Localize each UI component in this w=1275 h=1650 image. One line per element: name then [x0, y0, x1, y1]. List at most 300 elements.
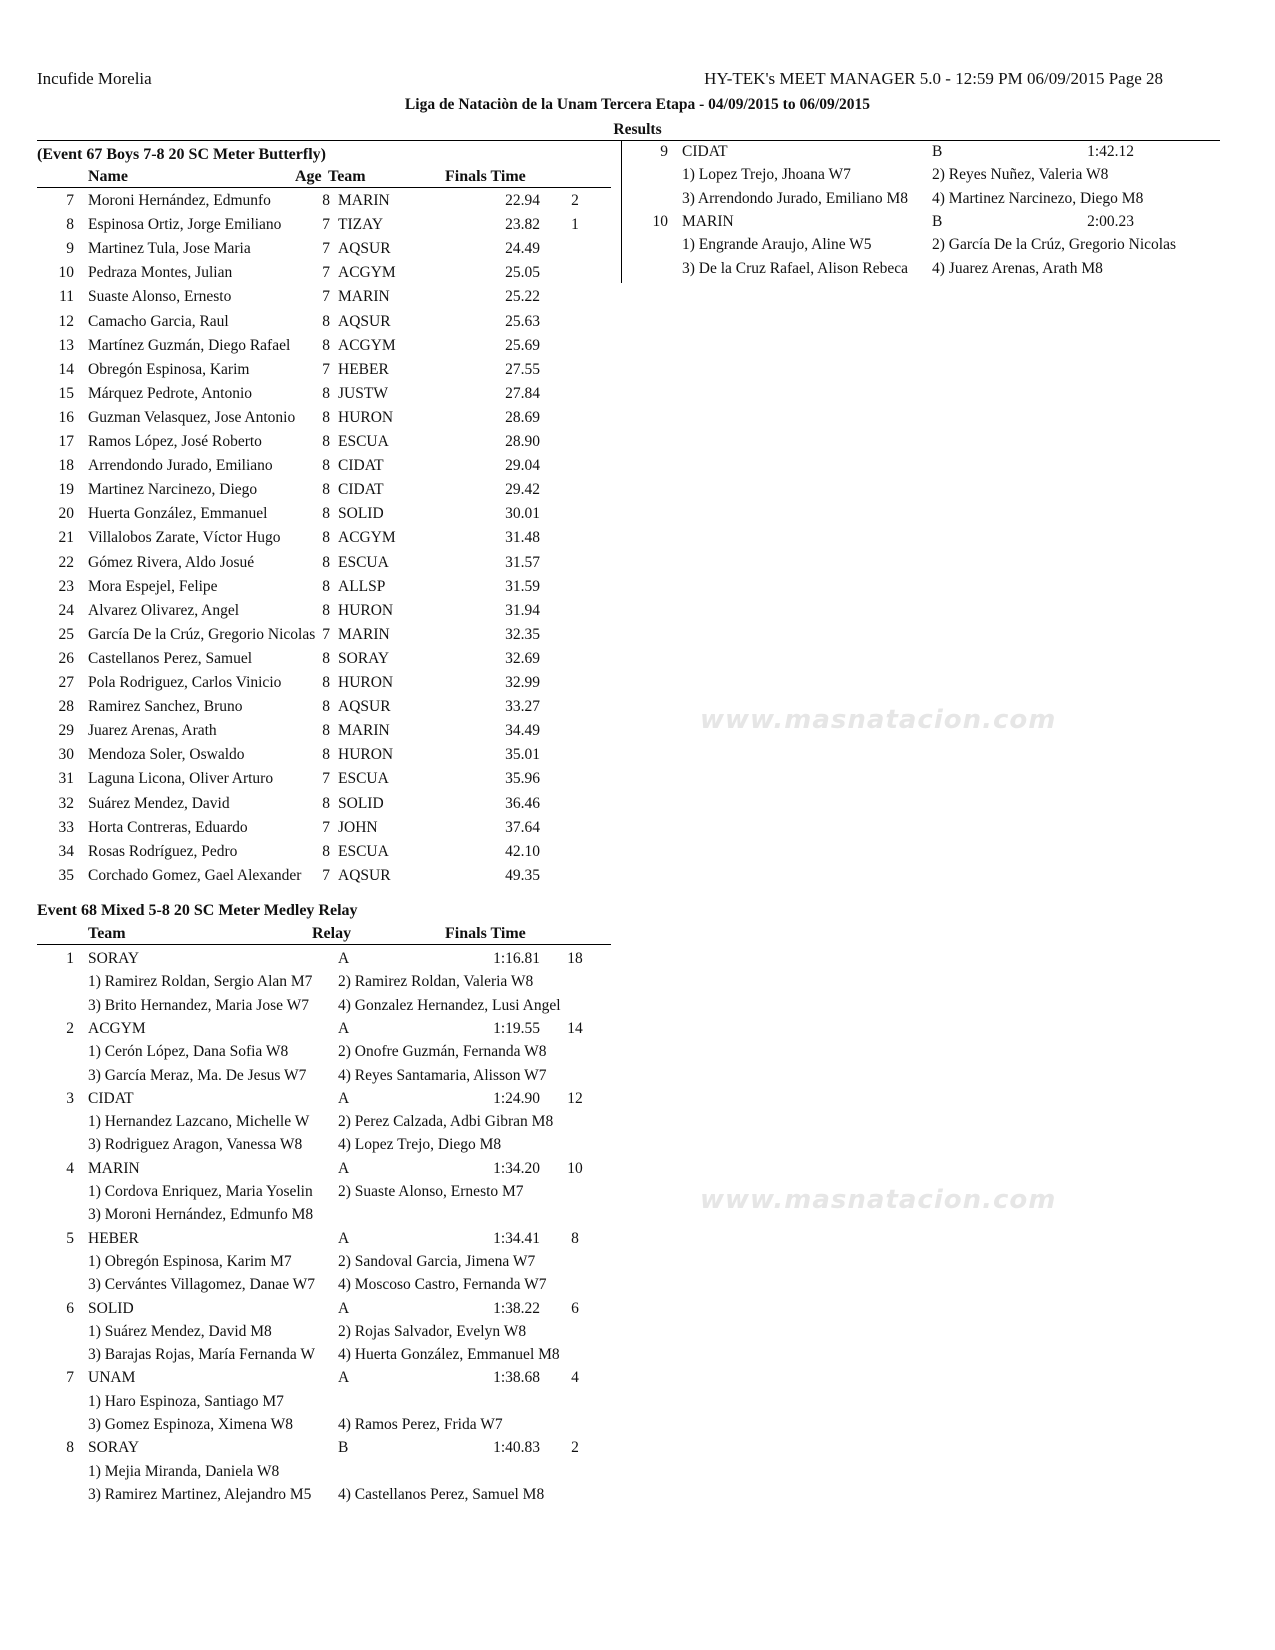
- swimmer-name: García De la Crúz, Gregorio Nicolas: [88, 625, 316, 643]
- result-row: [0, 216, 620, 239]
- age: 7: [322, 360, 330, 378]
- finals-time: 1:19.55: [493, 1019, 540, 1037]
- relay-swimmers-row: [0, 997, 620, 1020]
- relay-swimmer: 4) Lopez Trejo, Diego M8: [338, 1136, 502, 1154]
- team: ACGYM: [338, 264, 396, 282]
- relay-swimmer: 3) Ramirez Martinez, Alejandro M5: [88, 1485, 312, 1503]
- result-row: [0, 819, 620, 842]
- finals-time: 31.48: [505, 529, 540, 547]
- place: 33: [58, 818, 74, 836]
- team: SORAY: [88, 1439, 140, 1457]
- finals-time: 1:24.90: [493, 1089, 540, 1107]
- team: SORAY: [338, 649, 390, 667]
- team: CIDAT: [338, 481, 384, 499]
- swimmer-name: Obregón Espinosa, Karim: [88, 360, 250, 378]
- swimmer-name: Ramos López, José Roberto: [88, 433, 262, 450]
- finals-time: 23.82: [505, 216, 540, 234]
- place: 10: [652, 212, 668, 230]
- relay-letter: A: [338, 1019, 350, 1037]
- relay-swimmer: 2) Suaste Alonso, Ernesto M7: [338, 1183, 524, 1200]
- place: 8: [66, 1439, 74, 1457]
- swimmer-name: Laguna Licona, Oliver Arturo: [88, 770, 274, 788]
- age: 7: [322, 818, 330, 836]
- result-row: [0, 385, 620, 408]
- relay-swimmer: 1) Mejia Miranda, Daniela W8: [88, 1462, 280, 1480]
- relay-swimmers-row: [0, 1276, 620, 1299]
- swimmer-name: Rosas Rodríguez, Pedro: [88, 842, 238, 860]
- swimmer-name: Huerta González, Emmanuel: [88, 505, 268, 523]
- relay-swimmer: 2) Onofre Guzmán, Fernanda W8: [338, 1043, 547, 1061]
- relay-swimmer: 3) De la Cruz Rafael, Alison Rebeca: [682, 259, 908, 277]
- team: ACGYM: [338, 336, 396, 354]
- team: SORAY: [88, 950, 140, 967]
- team: AQSUR: [338, 698, 391, 716]
- finals-time: 1:34.20: [493, 1159, 540, 1177]
- swimmer-name: Pola Rodriguez, Carlos Vinicio: [88, 674, 282, 691]
- age: 7: [322, 264, 330, 282]
- place: 3: [66, 1089, 74, 1107]
- age: 8: [322, 649, 330, 667]
- age: 8: [322, 529, 330, 547]
- relay-team-row: [594, 143, 1214, 166]
- age: 8: [322, 312, 330, 330]
- relay-swimmer: 3) Brito Hernandez, Maria Jose W7: [88, 996, 309, 1014]
- age: 8: [322, 433, 330, 450]
- result-row: [0, 313, 620, 336]
- result-row: [0, 240, 620, 263]
- col-header-finals-time: Finals Time: [445, 925, 526, 942]
- finals-time: 1:16.81: [493, 950, 540, 967]
- age: 8: [322, 505, 330, 523]
- relay-swimmers-row: [0, 1206, 620, 1229]
- finals-time: 22.94: [505, 192, 540, 209]
- swimmer-name: Suárez Mendez, David: [88, 794, 230, 812]
- finals-time: 1:38.68: [493, 1369, 540, 1387]
- age: 8: [322, 746, 330, 764]
- result-row: [0, 554, 620, 577]
- relay-swimmer: 3) Cervántes Villagomez, Danae W7: [88, 1276, 316, 1294]
- col-header-name: Name: [88, 168, 128, 185]
- relay-letter: B: [932, 212, 943, 230]
- team: MARIN: [338, 722, 390, 740]
- swimmer-name: Arrendondo Jurado, Emiliano: [88, 457, 273, 475]
- finals-time: 35.01: [505, 746, 540, 764]
- team: AQSUR: [338, 240, 391, 258]
- place: 30: [58, 746, 74, 764]
- finals-time: 36.46: [505, 794, 540, 812]
- place: 32: [58, 794, 74, 812]
- finals-time: 31.59: [505, 577, 540, 595]
- relay-letter: A: [338, 1369, 350, 1387]
- relay-swimmer: 1) Suárez Mendez, David M8: [88, 1322, 272, 1340]
- result-row: [0, 770, 620, 793]
- relay-swimmer: 3) Moroni Hernández, Edmunfo M8: [88, 1206, 314, 1224]
- relay-swimmer: 2) Ramirez Roldan, Valeria W8: [338, 973, 534, 991]
- finals-time: 35.96: [505, 770, 540, 788]
- result-row: [0, 867, 620, 890]
- relay-swimmers-row: [0, 1067, 620, 1090]
- relay-swimmers-row: [0, 1486, 620, 1509]
- relay-team-row: [594, 213, 1214, 236]
- team: HURON: [338, 746, 394, 764]
- result-row: [0, 795, 620, 818]
- relay-swimmer: 1) Engrande Araujo, Aline W5: [682, 236, 872, 254]
- age: 8: [322, 722, 330, 740]
- relay-swimmer: 4) Gonzalez Hernandez, Lusi Angel: [338, 996, 561, 1014]
- finals-time: 25.69: [505, 336, 540, 354]
- swimmer-name: Martínez Guzmán, Diego Rafael: [88, 336, 291, 354]
- place: 1: [66, 950, 74, 967]
- relay-letter: A: [338, 1299, 350, 1317]
- col-header-relay: Relay: [312, 925, 352, 942]
- relay-team-row: [0, 950, 620, 973]
- team: ESCUA: [338, 842, 389, 860]
- place: 34: [58, 842, 74, 860]
- finals-time: 1:34.41: [493, 1229, 540, 1247]
- col-header-age: Age: [295, 168, 322, 185]
- team: JOHN: [338, 818, 378, 836]
- finals-time: 49.35: [505, 866, 540, 884]
- result-row: [0, 264, 620, 287]
- team: CIDAT: [338, 457, 384, 475]
- points: 14: [567, 1019, 583, 1037]
- team: ACGYM: [338, 529, 396, 547]
- relay-letter: A: [338, 1229, 350, 1247]
- finals-time: 42.10: [505, 842, 540, 860]
- points: 1: [571, 216, 579, 234]
- event-67-rule: [37, 187, 611, 188]
- place: 16: [58, 408, 74, 426]
- finals-time: 28.69: [505, 408, 540, 426]
- relay-swimmers-row: [0, 1463, 620, 1486]
- swimmer-name: Villalobos Zarate, Víctor Hugo: [88, 529, 281, 547]
- team: TIZAY: [338, 216, 384, 234]
- software-stamp: HY-TEK's MEET MANAGER 5.0 - 12:59 PM 06/09/2015 Page 28: [704, 69, 1163, 88]
- relay-letter: B: [932, 143, 943, 160]
- relay-swimmer: 4) Reyes Santamaria, Alisson W7: [338, 1066, 547, 1084]
- place: 2: [66, 1019, 74, 1037]
- finals-time: 25.63: [505, 312, 540, 330]
- swimmer-name: Guzman Velasquez, Jose Antonio: [88, 408, 296, 426]
- place: 28: [58, 698, 74, 716]
- swimmer-name: Juarez Arenas, Arath: [88, 722, 217, 740]
- points: 10: [567, 1159, 583, 1177]
- relay-swimmer: 4) Castellanos Perez, Samuel M8: [338, 1485, 545, 1503]
- swimmer-name: Ramirez Sanchez, Bruno: [88, 698, 243, 716]
- place: 7: [66, 192, 74, 209]
- team: HEBER: [88, 1229, 139, 1247]
- swimmer-name: Camacho Garcia, Raul: [88, 312, 229, 330]
- relay-swimmer: 2) Perez Calzada, Adbi Gibran M8: [338, 1113, 554, 1131]
- swimmer-name: Corchado Gomez, Gael Alexander: [88, 866, 302, 884]
- place: 27: [58, 674, 74, 691]
- result-row: [0, 288, 620, 311]
- team: ESCUA: [338, 770, 389, 788]
- finals-time: 2:00.23: [1087, 212, 1134, 230]
- relay-swimmer: 4) Ramos Perez, Frida W7: [338, 1416, 503, 1433]
- place: 15: [58, 384, 74, 402]
- finals-time: 27.84: [505, 384, 540, 402]
- points: 8: [571, 1229, 579, 1247]
- swimmer-name: Mendoza Soler, Oswaldo: [88, 746, 245, 764]
- age: 8: [322, 674, 330, 691]
- finals-time: 32.99: [505, 674, 540, 691]
- swimmer-name: Moroni Hernández, Edmunfo: [88, 192, 271, 209]
- relay-swimmers-row: [0, 1183, 620, 1206]
- result-row: [0, 843, 620, 866]
- finals-time: 29.42: [505, 481, 540, 499]
- team: MARIN: [338, 288, 390, 306]
- relay-swimmer: 4) Moscoso Castro, Fernanda W7: [338, 1276, 547, 1294]
- relay-letter: A: [338, 1089, 350, 1107]
- age: 8: [322, 577, 330, 595]
- age: 7: [322, 770, 330, 788]
- age: 8: [322, 794, 330, 812]
- place: 12: [58, 312, 74, 330]
- place: 10: [58, 264, 74, 282]
- relay-swimmers-row: [0, 1043, 620, 1066]
- result-row: [0, 529, 620, 552]
- relay-team-row: [0, 1369, 620, 1392]
- place: 11: [59, 288, 74, 306]
- place: 21: [58, 529, 74, 547]
- finals-time: 29.04: [505, 457, 540, 475]
- points: 12: [567, 1089, 583, 1107]
- swimmer-name: Castellanos Perez, Samuel: [88, 649, 252, 667]
- swimmer-name: Espinosa Ortiz, Jorge Emiliano: [88, 216, 282, 234]
- relay-swimmers-row: [594, 190, 1214, 213]
- place: 6: [66, 1299, 74, 1317]
- place: 22: [58, 553, 74, 571]
- place: 7: [66, 1369, 74, 1387]
- age: 8: [322, 336, 330, 354]
- relay-swimmers-row: [0, 973, 620, 996]
- relay-swimmer: 1) Cordova Enriquez, Maria Yoselin: [88, 1183, 313, 1200]
- relay-swimmer: 3) Barajas Rojas, María Fernanda W: [88, 1346, 315, 1364]
- team: MARIN: [338, 625, 390, 643]
- place: 4: [66, 1159, 74, 1177]
- team: HURON: [338, 601, 394, 619]
- place: 24: [58, 601, 74, 619]
- age: 7: [322, 240, 330, 258]
- finals-time: 34.49: [505, 722, 540, 740]
- team: HURON: [338, 408, 394, 426]
- relay-letter: A: [338, 950, 350, 967]
- points: 2: [571, 192, 579, 209]
- place: 25: [58, 625, 74, 643]
- result-row: [0, 481, 620, 504]
- place: 20: [58, 505, 74, 523]
- swimmer-name: Mora Espejel, Felipe: [88, 577, 218, 595]
- place: 5: [66, 1229, 74, 1247]
- relay-team-row: [0, 1439, 620, 1462]
- meet-title: Liga de Nataciòn de la Unam Tercera Etapa - 04/09/2015 to 06/09/2015: [404, 96, 871, 113]
- relay-swimmer: 4) Huerta González, Emmanuel M8: [338, 1346, 560, 1364]
- finals-time: 37.64: [505, 818, 540, 836]
- result-row: [0, 578, 620, 601]
- place: 29: [58, 722, 74, 740]
- result-row: [0, 192, 620, 215]
- relay-swimmer: 1) Cerón López, Dana Sofia W8: [88, 1043, 289, 1061]
- relay-swimmer: 3) Rodriguez Aragon, Vanessa W8: [88, 1136, 303, 1154]
- relay-swimmer: 3) García Meraz, Ma. De Jesus W7: [88, 1066, 307, 1084]
- event-68-title: Event 68 Mixed 5-8 20 SC Meter Medley Relay: [37, 902, 358, 919]
- age: 8: [322, 457, 330, 475]
- watermark: www.masnatacion.com: [700, 1185, 1057, 1215]
- result-row: [0, 409, 620, 432]
- age: 8: [322, 553, 330, 571]
- place: 8: [66, 216, 74, 234]
- relay-swimmers-row: [0, 1323, 620, 1346]
- team: MARIN: [338, 192, 390, 209]
- place: 9: [660, 143, 668, 160]
- col-header-team: Team: [88, 925, 126, 942]
- place: 18: [58, 457, 74, 475]
- team: AQSUR: [338, 312, 391, 330]
- place: 19: [58, 481, 74, 499]
- relay-swimmer: 4) Martinez Narcinezo, Diego M8: [932, 189, 1144, 207]
- watermark: www.masnatacion.com: [700, 705, 1057, 735]
- age: 8: [322, 408, 330, 426]
- swimmer-name: Márquez Pedrote, Antonio: [88, 384, 253, 402]
- age: 7: [322, 288, 330, 306]
- relay-swimmer: 1) Lopez Trejo, Jhoana W7: [682, 166, 851, 184]
- swimmer-name: Suaste Alonso, Ernesto: [88, 288, 232, 306]
- relay-swimmers-row: [594, 236, 1214, 259]
- team: ACGYM: [88, 1019, 146, 1037]
- team: MARIN: [682, 212, 734, 230]
- finals-time: 1:42.12: [1087, 143, 1134, 160]
- result-row: [0, 457, 620, 480]
- relay-letter: B: [338, 1439, 349, 1457]
- team: HURON: [338, 674, 394, 691]
- relay-swimmers-row: [594, 260, 1214, 283]
- finals-time: 25.05: [505, 264, 540, 282]
- points: 2: [571, 1439, 579, 1457]
- team: MARIN: [88, 1159, 140, 1177]
- finals-time: 30.01: [505, 505, 540, 523]
- result-row: [0, 746, 620, 769]
- age: 7: [322, 866, 330, 884]
- relay-letter: A: [338, 1159, 350, 1177]
- age: 8: [322, 481, 330, 499]
- finals-time: 1:38.22: [493, 1299, 540, 1317]
- place: 26: [58, 649, 74, 667]
- relay-swimmers-row: [594, 166, 1214, 189]
- finals-time: 33.27: [505, 698, 540, 716]
- relay-swimmer: 3) Arrendondo Jurado, Emiliano M8: [682, 189, 909, 207]
- team: ESCUA: [338, 553, 389, 571]
- finals-time: 32.69: [505, 649, 540, 667]
- relay-swimmer: 1) Ramirez Roldan, Sergio Alan M7: [88, 973, 313, 991]
- place: 14: [58, 360, 74, 378]
- team: HEBER: [338, 360, 389, 378]
- age: 7: [322, 625, 330, 643]
- relay-swimmer: 2) Sandoval Garcia, Jimena W7: [338, 1252, 536, 1270]
- place: 17: [58, 433, 74, 450]
- age: 8: [322, 601, 330, 619]
- relay-swimmers-row: [0, 1136, 620, 1159]
- finals-time: 25.22: [505, 288, 540, 306]
- relay-swimmers-row: [0, 1253, 620, 1276]
- age: 8: [322, 384, 330, 402]
- team: ALLSP: [338, 577, 386, 595]
- relay-swimmers-row: [0, 1346, 620, 1369]
- section-title: Results: [613, 121, 662, 138]
- team: AQSUR: [338, 866, 391, 884]
- relay-swimmers-row: [0, 1416, 620, 1439]
- relay-team-row: [0, 1020, 620, 1043]
- team: SOLID: [338, 794, 384, 812]
- team: UNAM: [88, 1369, 136, 1387]
- relay-swimmer: 3) Gomez Espinoza, Ximena W8: [88, 1416, 294, 1433]
- place: 23: [58, 577, 74, 595]
- age: 8: [322, 698, 330, 716]
- col-header-team: Team: [328, 168, 366, 185]
- points: 6: [571, 1299, 579, 1317]
- relay-team-row: [0, 1300, 620, 1323]
- relay-swimmer: 2) García De la Crúz, Gregorio Nicolas: [932, 236, 1177, 254]
- result-row: [0, 722, 620, 745]
- result-row: [0, 602, 620, 625]
- finals-time: 1:40.83: [493, 1439, 540, 1457]
- relay-swimmer: 2) Rojas Salvador, Evelyn W8: [338, 1322, 527, 1340]
- relay-swimmer: 2) Reyes Nuñez, Valeria W8: [932, 166, 1109, 184]
- team: ESCUA: [338, 433, 389, 450]
- finals-time: 31.94: [505, 601, 540, 619]
- team: SOLID: [88, 1299, 134, 1317]
- place: 13: [58, 336, 74, 354]
- team: CIDAT: [682, 143, 728, 160]
- age: 7: [322, 216, 330, 234]
- header-rule: [37, 140, 1220, 141]
- place: 9: [66, 240, 74, 258]
- relay-team-row: [0, 1230, 620, 1253]
- result-row: [0, 674, 620, 697]
- age: 8: [322, 842, 330, 860]
- relay-swimmers-row: [0, 1393, 620, 1416]
- col-header-finals-time: Finals Time: [445, 168, 526, 185]
- relay-team-row: [0, 1090, 620, 1113]
- result-row: [0, 626, 620, 649]
- result-row: [0, 650, 620, 673]
- venue-name: Incufide Morelia: [37, 69, 152, 88]
- finals-time: 24.49: [505, 240, 540, 258]
- points: 18: [567, 950, 583, 967]
- team: CIDAT: [88, 1089, 134, 1107]
- result-row: [0, 433, 620, 456]
- result-row: [0, 337, 620, 360]
- relay-team-row: [0, 1160, 620, 1183]
- finals-time: 31.57: [505, 553, 540, 571]
- swimmer-name: Gómez Rivera, Aldo Josué: [88, 553, 255, 571]
- finals-time: 28.90: [505, 433, 540, 450]
- swimmer-name: Alvarez Olivarez, Angel: [88, 601, 240, 619]
- relay-swimmer: 4) Juarez Arenas, Arath M8: [932, 259, 1103, 277]
- swimmer-name: Martinez Tula, Jose Maria: [88, 240, 251, 258]
- place: 31: [58, 770, 74, 788]
- swimmer-name: Horta Contreras, Eduardo: [88, 818, 248, 836]
- swimmer-name: Martinez Narcinezo, Diego: [88, 481, 258, 499]
- swimmer-name: Pedraza Montes, Julian: [88, 264, 233, 282]
- relay-swimmer: 1) Haro Espinoza, Santiago M7: [88, 1392, 284, 1410]
- relay-swimmers-row: [0, 1113, 620, 1136]
- result-row: [0, 505, 620, 528]
- result-row: [0, 698, 620, 721]
- team: SOLID: [338, 505, 384, 523]
- relay-swimmer: 1) Obregón Espinosa, Karim M7: [88, 1252, 292, 1270]
- finals-time: 27.55: [505, 360, 540, 378]
